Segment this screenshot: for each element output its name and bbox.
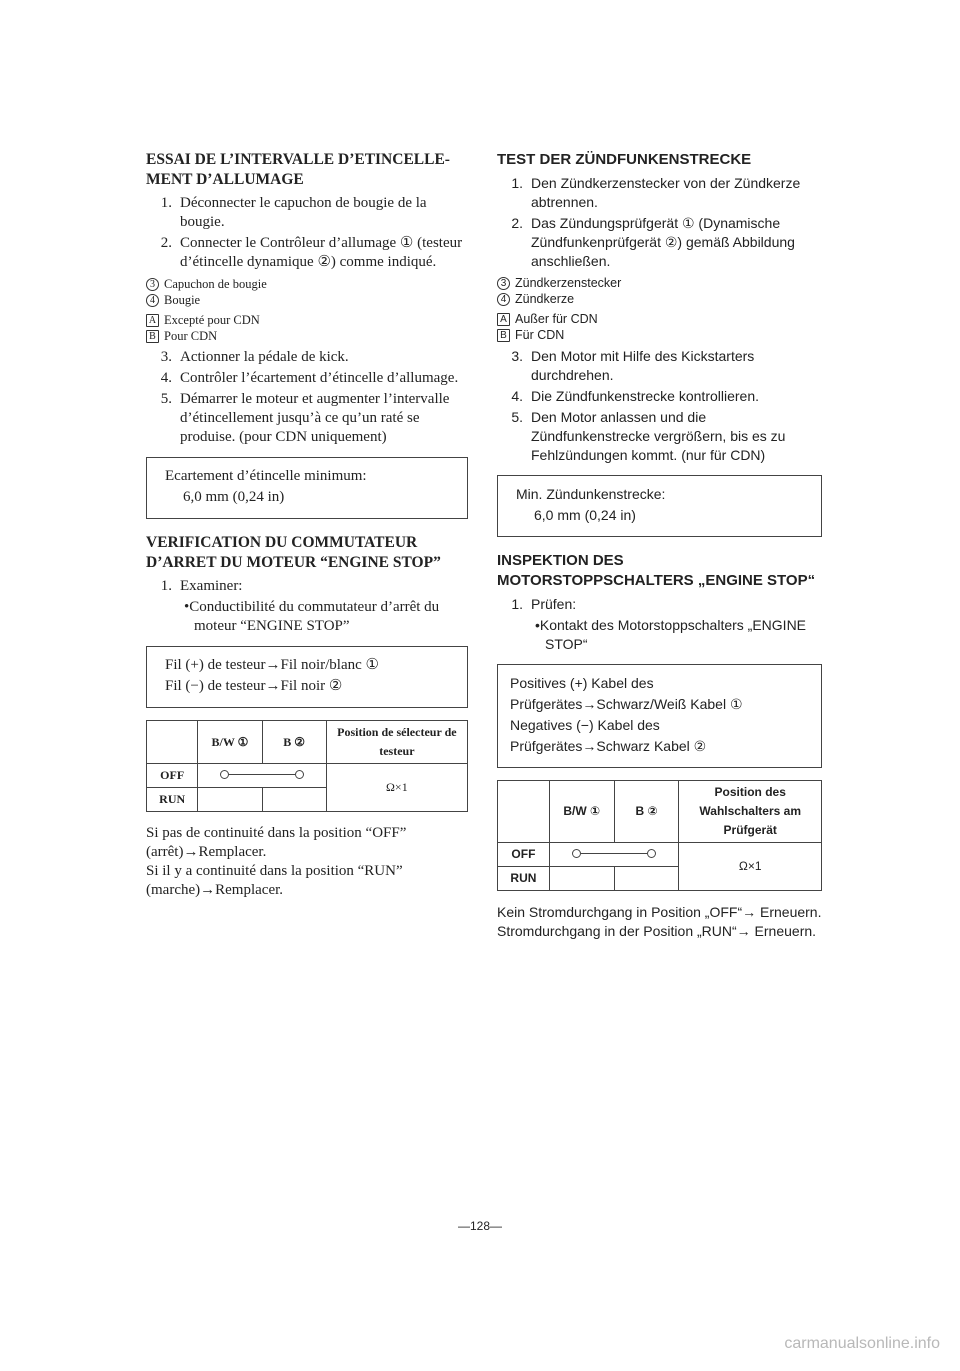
table-row: OFF Ω×1 (147, 764, 468, 788)
section-title-fr: ESSAI DE L’INTERVALLE D’ETINCELLE-MENT D’ALLUMAGE (146, 151, 450, 188)
circled-number-icon: 3 (146, 278, 159, 291)
continuity-table-fr (146, 720, 468, 812)
exam-bullet-fr: •Conductibilité du commutateur d’arrêt du moteur “ENGINE STOP” (184, 599, 440, 634)
min-gap-note-de: Min. Zündunkenstrecke: 6,0 mm (0,24 in) (497, 475, 822, 537)
list-item: 1. Den Zündkerzenstecker von der Zündkerze abtrennen. (511, 175, 801, 210)
list-item: 1. Déconnecter le capuchon de bougie de la bougie. (160, 195, 427, 230)
table-row: RUN (147, 788, 468, 812)
list-item: 1. Examiner: (160, 578, 243, 594)
exam-list-fr (146, 577, 468, 596)
list-item: 3 Zündkerzenstecker (497, 275, 822, 291)
result-text-fr-2: Si il y a continuité dans la position “RUN” (marche)→Remplacer. (146, 863, 403, 898)
list-item: A Excepté pour CDN (146, 312, 468, 328)
circled-number-icon: 4 (497, 293, 510, 306)
exam-bullet-de: •Kontakt des Motorstoppschalters „ENGINE STOP“ (535, 617, 807, 652)
boxed-letter-icon: B (497, 329, 510, 342)
exam-list-de (497, 595, 822, 614)
circled-number-icon: 3 (497, 277, 510, 290)
tester-connection-box-fr: Fil (+) de testeur→Fil noir/blanc ① Fil (−) de testeur→Fil noir ② (146, 646, 468, 708)
table-row: B/W ① B ② Position de sélecteur de testeur (147, 721, 468, 764)
table-row: OFF Ω×1 (498, 843, 822, 867)
list-item: 4 Bougie (146, 292, 468, 308)
list-item: 2. Connecter le Contrôleur d’allumage ① (testeur d’étincelle dynamique ②) comme indiqué. (160, 235, 463, 270)
min-gap-note-fr: Ecartement d’étincelle minimum: 6,0 mm (0,24 in) (146, 457, 468, 519)
watermark: carmanualsonline.info (784, 1335, 940, 1352)
list-item: 5. Démarrer le moteur et augmenter l’intervalle d’étincellement jusqu’à ce qu’un raté se produise. (pour CDN uniquement) (160, 391, 450, 445)
list-item: 3. Actionner la pédale de kick. (160, 349, 349, 365)
continuity-indicator (549, 843, 679, 867)
continuity-indicator (198, 764, 326, 788)
list-item: 4. Contrôler l’écartement d’étincelle d’allumage. (160, 370, 459, 386)
list-item: 5. Den Motor anlassen und die Zündfunkenstrecke vergrößern, bis es zu Fehlzündungen kommt. (nur für CDN) (511, 409, 786, 463)
tester-connection-box-de: Positives (+) Kabel des Prüfgerätes→Schwarz/Weiß Kabel ① Negatives (−) Kabel des Prüfgerätes→Schwarz Kabel ② (497, 664, 822, 768)
steps-list-fr-2 (146, 348, 468, 447)
reference-legend-de (497, 275, 822, 343)
steps-list-fr-1 (146, 194, 468, 272)
table-row: B/W ① B ② Position des Wahlschalters am Prüfgerät (498, 781, 822, 843)
list-item: 1. Prüfen: (511, 596, 577, 612)
list-item: B Für CDN (497, 327, 822, 343)
list-item: 2. Das Zündungsprüfgerät ① (Dynamische Zündfunkenprüfgerät ②) gemäß Abbildung anschließen. (511, 215, 795, 269)
french-column (146, 150, 468, 900)
steps-list-de-1 (497, 174, 822, 271)
section-title-de: TEST DER ZÜNDFUNKENSTRECKE (497, 151, 752, 168)
reference-legend-fr (146, 276, 468, 344)
list-item: 4. Die Zündfunkenstrecke kontrollieren. (511, 388, 760, 404)
section-title-fr-2: VERIFICATION DU COMMUTATEUR D’ARRET DU MOTEUR “ENGINE STOP” (146, 534, 441, 571)
table-row: RUN (498, 867, 822, 891)
german-column (497, 150, 822, 941)
list-item: 3. Den Motor mit Hilfe des Kickstarters durchdrehen. (511, 348, 755, 383)
result-text-de-2: Stromdurchgang in der Position „RUN“→ Erneuern. (497, 923, 817, 939)
list-item: 4 Zündkerze (497, 291, 822, 307)
circled-number-icon: 4 (146, 294, 159, 307)
steps-list-de-2 (497, 347, 822, 465)
result-text-de-1: Kein Stromdurchgang in Position „OFF“→ Erneuern. (497, 904, 822, 920)
continuity-table-de (497, 780, 822, 891)
boxed-letter-icon: B (146, 330, 159, 343)
list-item: A Außer für CDN (497, 311, 822, 327)
boxed-letter-icon: A (497, 313, 510, 326)
boxed-letter-icon: A (146, 314, 159, 327)
result-text-fr-1: Si pas de continuité dans la position “OFF” (arrêt)→Remplacer. (146, 825, 407, 860)
page-number: —128— (457, 1219, 503, 1233)
section-title-de-2: INSPEKTION DES MOTORSTOPPSCHALTERS „ENGINE STOP“ (497, 552, 816, 589)
list-item: B Pour CDN (146, 328, 468, 344)
list-item: 3 Capuchon de bougie (146, 276, 468, 292)
